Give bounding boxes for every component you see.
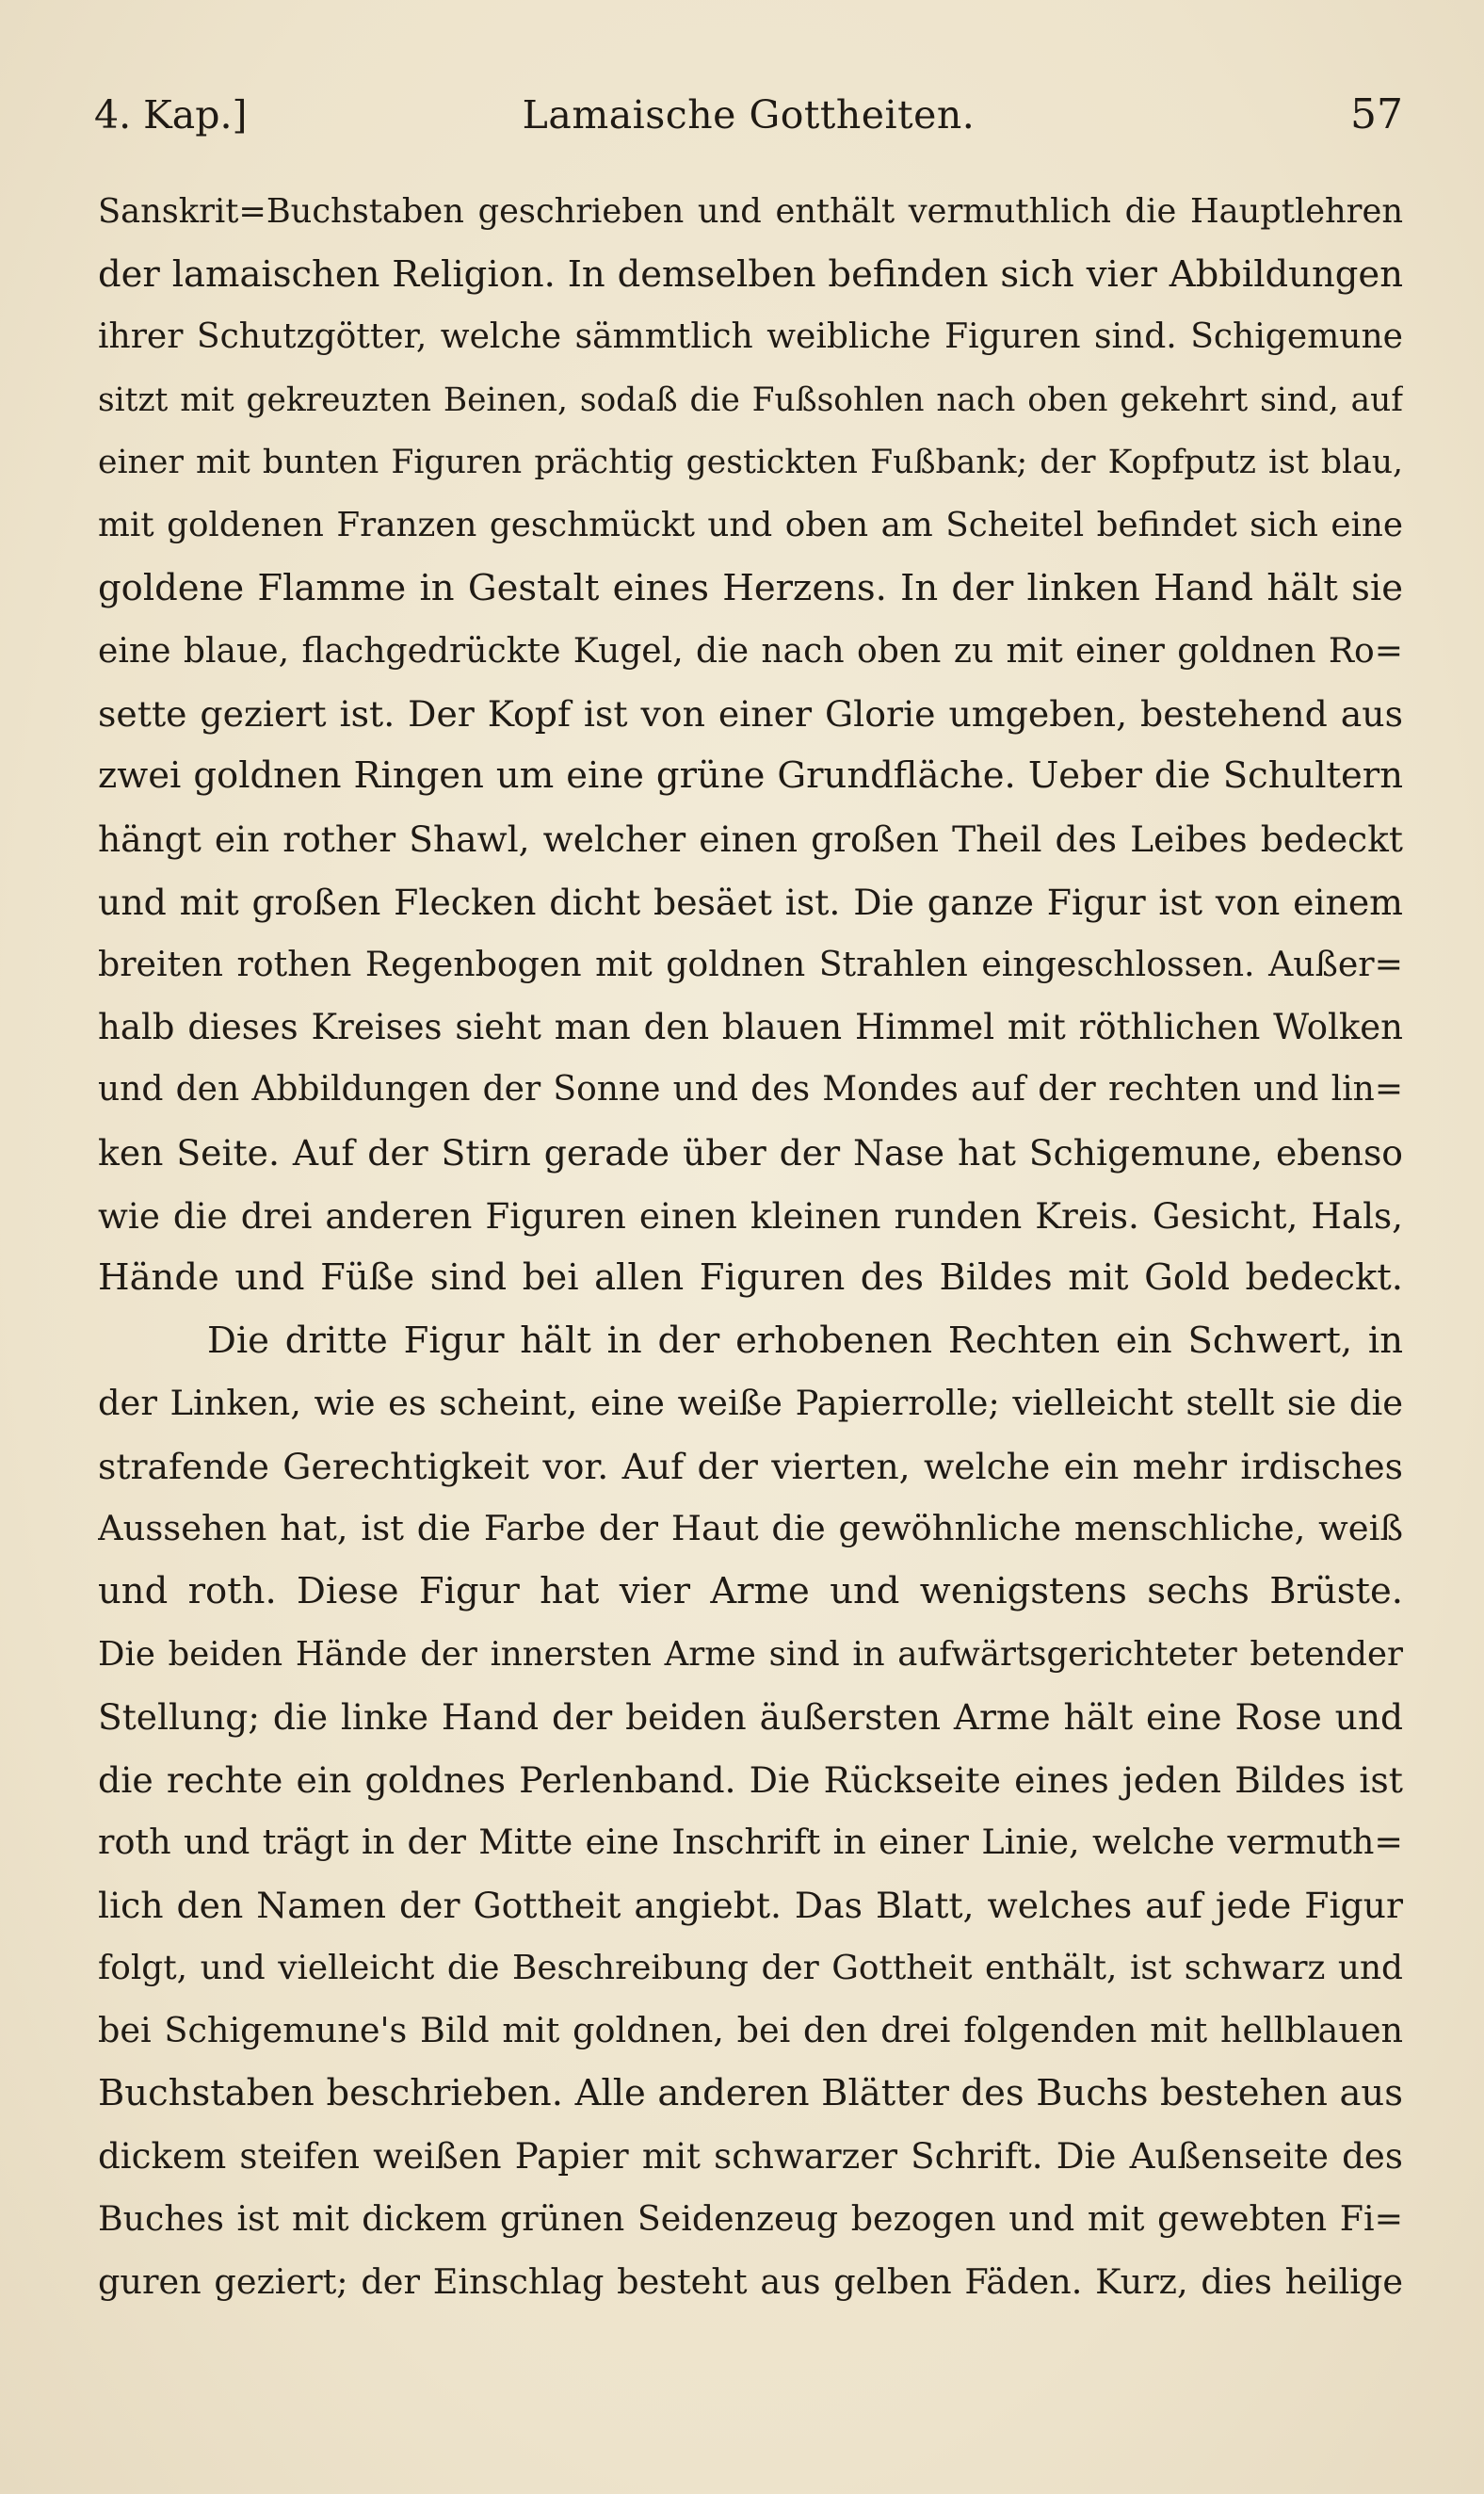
text-line: und den Abbildungen der Sonne und des Mondes auf der rechten und lin= — [98, 1070, 1403, 1109]
text-line: sette geziert ist. Der Kopf ist von einer Glorie umgeben, bestehend aus — [98, 692, 1403, 735]
page-number: 57 — [1350, 90, 1403, 138]
text-line: roth und trägt in der Mitte eine Inschrift in einer Linie, welche vermuth= — [98, 1822, 1403, 1863]
text-line: der lamaischen Religion. In demselben befinden sich vier Abbildungen — [98, 252, 1403, 296]
text-line: und mit großen Flecken dicht besäet ist. Die ganze Figur ist von einem — [98, 881, 1403, 923]
text-line: die rechte ein goldnes Perlenband. Die Rückseite eines jeden Bildes ist — [98, 1758, 1403, 1801]
text-line: einer mit bunten Figuren prächtig gestickten Fußbank; der Kopfputz ist blau, — [98, 444, 1403, 482]
text-line: und roth. Diese Figur hat vier Arme und wenigstens sechs Brüste. — [98, 1570, 1403, 1613]
text-line: lich den Namen der Gottheit angiebt. Das Blatt, welches auf jede Figur — [98, 1885, 1403, 1927]
paragraph-start-line: Die dritte Figur hält in der erhobenen Rechten ein Schwert, in — [207, 1319, 1403, 1362]
text-line: dickem steifen weißen Papier mit schwarzer Schrift. Die Außenseite des — [98, 2135, 1403, 2178]
running-header — [94, 87, 1403, 143]
text-line: halb dieses Kreises sieht man den blauen Himmel mit röthlichen Wolken — [98, 1006, 1403, 1047]
text-line: bei Schigemune's Bild mit goldnen, bei den drei folgenden mit hellblauen — [98, 2010, 1403, 2051]
text-line: ihrer Schutzgötter, welche sämmtlich weibliche Figuren sind. Schigemune — [98, 317, 1403, 357]
text-line: wie die drei anderen Figuren einen kleinen runden Kreis. Gesicht, Hals, — [98, 1194, 1403, 1237]
text-line: Die beiden Hände der innersten Arme sind in aufwärtsgerichteter betender — [98, 1634, 1403, 1674]
text-line: der Linken, wie es scheint, eine weiße Papierrolle; vielleicht stellt sie die — [98, 1383, 1403, 1424]
text-line: Buches ist mit dickem grünen Seidenzeug bezogen und mit gewebten Fi= — [98, 2198, 1403, 2239]
text-line: breiten rothen Regenbogen mit goldnen Strahlen eingeschlossen. Außer= — [98, 944, 1403, 985]
text-line: Aussehen hat, ist die Farbe der Haut die gewöhnliche menschliche, weiß — [98, 1508, 1403, 1549]
text-line: mit goldenen Franzen geschmückt und oben am Scheitel befindet sich eine — [98, 505, 1403, 544]
text-line: Stellung; die linke Hand der beiden äußersten Arme hält eine Rose und — [98, 1696, 1403, 1739]
text-line: hängt ein rother Shawl, welcher einen großen Theil des Leibes bedeckt — [98, 818, 1403, 860]
text-line: zwei goldnen Ringen um eine grüne Grundfläche. Ueber die Schultern — [98, 754, 1403, 798]
text-line: Sanskrit=Buchstaben geschrieben und enthält vermuthlich die Hauptlehren — [98, 192, 1403, 231]
running-title: Lamaische Gottheiten. — [522, 92, 976, 138]
text-line: strafende Gerechtigkeit vor. Auf der vierten, welche ein mehr irdisches — [98, 1445, 1403, 1487]
text-line: folgt, und vielleicht die Beschreibung der Gottheit enthält, ist schwarz und — [98, 1948, 1403, 1987]
text-line: eine blaue, flachgedrückte Kugel, die nach oben zu mit einer goldnen Ro= — [98, 631, 1403, 672]
body-text — [98, 181, 1403, 2313]
text-line: Buchstaben beschrieben. Alle anderen Blätter des Buchs bestehen aus — [98, 2071, 1403, 2114]
chapter-reference: 4. Kap.] — [94, 92, 248, 138]
text-line: Hände und Füße sind bei allen Figuren des Bildes mit Gold bedeckt. — [98, 1256, 1403, 1300]
text-line: ken Seite. Auf der Stirn gerade über der Nase hat Schigemune, ebenso — [98, 1131, 1403, 1174]
text-line: guren geziert; der Einschlag besteht aus gelben Fäden. Kurz, dies heilige — [98, 2260, 1403, 2302]
text-line: goldene Flamme in Gestalt eines Herzens. In der linken Hand hält sie — [98, 566, 1403, 609]
text-line: sitzt mit gekreuzten Beinen, sodaß die Fußsohlen nach oben gekehrt sind, auf — [98, 381, 1403, 419]
